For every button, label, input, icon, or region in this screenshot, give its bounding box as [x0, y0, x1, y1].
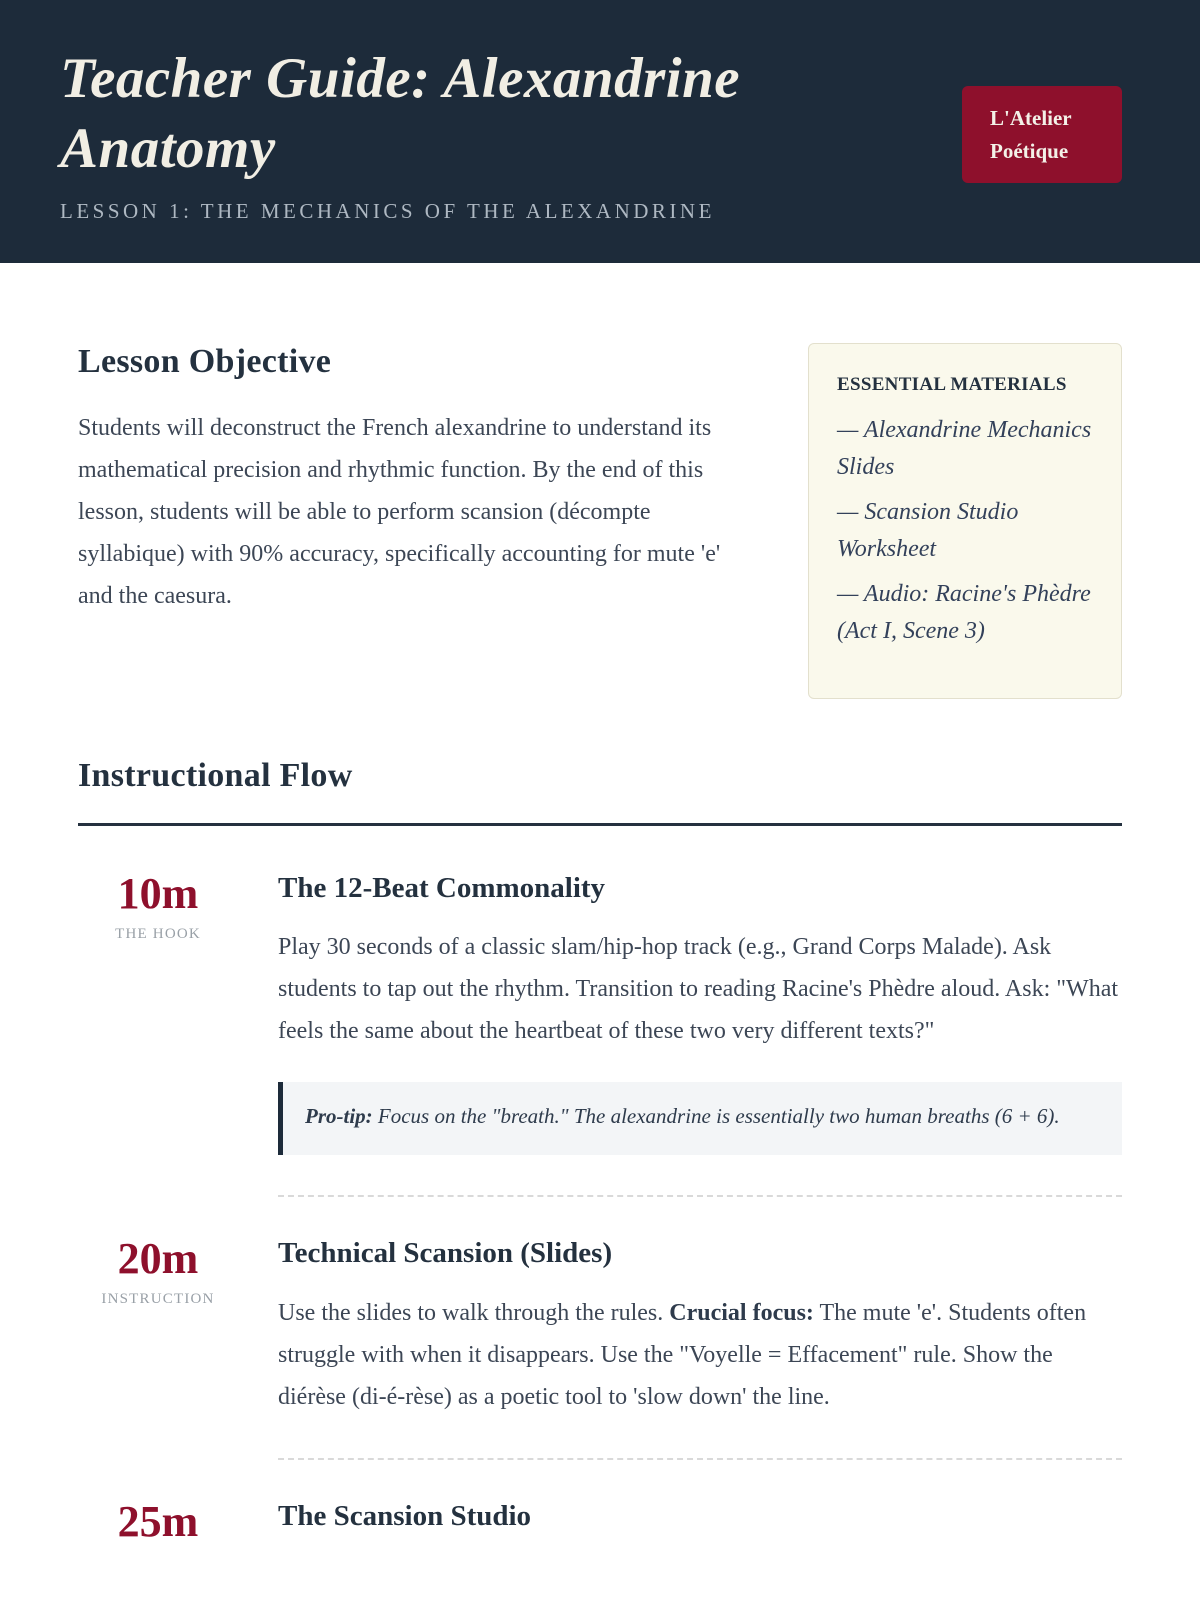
- lesson-objective-section: [78, 343, 1122, 699]
- flow-item-content: [278, 1498, 1122, 1554]
- page-header: [0, 0, 1200, 263]
- flow-item-content: [278, 870, 1122, 1155]
- instructional-flow-section: [78, 757, 1122, 1554]
- flow-item-hook: [78, 870, 1122, 1155]
- page-title: Teacher Guide: Alexandrine Anatomy: [60, 47, 741, 180]
- protip-text: Focus on the "breath." The alexandrine is essentially two human breaths (6 + 6).: [372, 1104, 1060, 1129]
- lesson-subtitle: LESSON 1: THE MECHANICS OF THE ALEXANDRINE: [60, 199, 715, 224]
- time-value: 10m: [117, 869, 199, 918]
- time-value: 25m: [117, 1496, 199, 1546]
- time-value: 20m: [117, 1234, 199, 1284]
- essential-materials-box: [808, 343, 1122, 699]
- materials-heading: ESSENTIAL MATERIALS: [837, 374, 1067, 395]
- item-divider: [278, 1458, 1122, 1460]
- flow-item-studio: [78, 1498, 1122, 1554]
- time-block: [78, 1235, 238, 1417]
- time-label: THE HOOK: [115, 926, 201, 942]
- time-block: [78, 870, 238, 1155]
- flow-items-list: [78, 870, 1122, 1554]
- objective-heading: Lesson Objective: [78, 343, 332, 380]
- main-content: [0, 263, 1200, 1554]
- objective-text-column: [78, 343, 730, 617]
- flow-item-instruction: [78, 1235, 1122, 1417]
- item-divider: [278, 1195, 1122, 1197]
- time-block: [78, 1498, 238, 1554]
- body-text: Play 30 seconds of a classic slam/hip-hop track (e.g., Grand Corps Malade). Ask students to tap out the rhythm. Transition to reading Racine's Phèdre aloud. Ask: "What feels the same about the heartbeat of these two very different texts?": [278, 934, 1119, 1045]
- materials-item: — Scansion Studio Worksheet: [837, 499, 1019, 562]
- objective-body: Students will deconstruct the French alexandrine to understand its mathematical precision and rhythmic function. By the end of this lesson, students will be able to perform scansion (décompte syllabique) with 90% accuracy, specifically accounting for mute 'e' and the caesura.: [78, 415, 721, 609]
- materials-item: — Alexandrine Mechanics Slides: [837, 417, 1092, 480]
- materials-item: — Audio: Racine's Phèdre (Act I, Scene 3): [837, 581, 1091, 644]
- flow-heading: Instructional Flow: [78, 757, 353, 794]
- flow-item-body: [278, 1292, 1122, 1418]
- body-bold-text: Crucial focus:: [669, 1299, 814, 1326]
- flow-item-title: The Scansion Studio: [278, 1499, 532, 1532]
- flow-item-content: [278, 1235, 1122, 1417]
- header-text-block: [60, 44, 810, 224]
- flow-item-title: The 12-Beat Commonality: [278, 872, 606, 904]
- body-text: The mute 'e'. Students often struggle with when it disappears. Use the "Voyelle = Effacement" rule. Show the diérèse (di-é-rèse) as a poetic tool to 'slow down' the line.: [278, 1299, 1087, 1410]
- protip-callout: [278, 1082, 1122, 1155]
- time-label: INSTRUCTION: [101, 1291, 215, 1308]
- flow-item-title: Technical Scansion (Slides): [278, 1237, 613, 1270]
- brand-badge: L'Atelier Poétique: [962, 86, 1122, 183]
- body-text: Use the slides to walk through the rules.: [278, 1299, 670, 1326]
- flow-item-body: [278, 926, 1122, 1052]
- flow-heading-rule: [78, 823, 1122, 826]
- protip-label: Pro-tip:: [305, 1104, 373, 1129]
